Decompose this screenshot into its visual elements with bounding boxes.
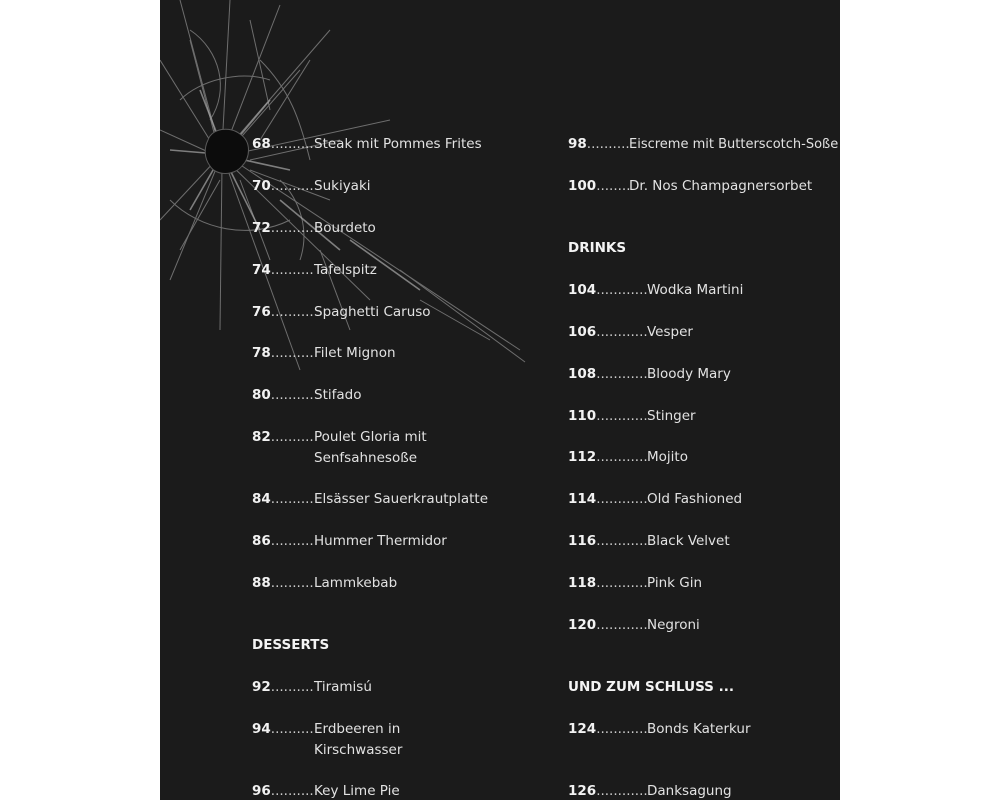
entry-title: Old Fashioned [647, 491, 743, 507]
entry-title: Key Lime Pie [314, 783, 400, 799]
entry-title: Danksagung [647, 783, 732, 799]
leader-dots: .......... [270, 575, 314, 591]
page-number: 86 [252, 533, 271, 549]
leader-dots: .......... [270, 491, 314, 507]
page-number: 94 [252, 721, 271, 737]
page-number: 70 [252, 178, 271, 194]
page-number: 118 [568, 575, 597, 591]
entry-title: Elsässer Sauerkrautplatte [314, 491, 489, 507]
shattered-glass-graphic [160, 0, 560, 400]
leader-dots: .......... [270, 533, 314, 549]
page-number: 112 [568, 449, 597, 465]
leader-dots: ............ [596, 408, 648, 424]
page-number: 104 [568, 282, 597, 298]
page-number: 110 [568, 408, 597, 424]
entry-title: Steak mit Pommes Frites [314, 136, 482, 152]
entry-title: Black Velvet [647, 533, 730, 549]
page-number: 114 [568, 491, 597, 507]
page-number: 80 [252, 387, 271, 403]
entry-title: Tafelspitz [314, 262, 377, 278]
entry-title: Stinger [647, 408, 696, 424]
entry-title-line2: Kirschwasser [314, 742, 403, 758]
page-number: 100 [568, 178, 597, 194]
leader-dots: .......... [270, 429, 314, 445]
entry-title-line2: Senfsahnesoße [314, 450, 418, 466]
entry-title: Wodka Martini [647, 282, 744, 298]
leader-dots: .......... [270, 304, 314, 320]
page-number: 84 [252, 491, 271, 507]
leader-dots: ........ [596, 178, 631, 194]
leader-dots: .......... [270, 721, 314, 737]
page-number: 108 [568, 366, 597, 382]
page-number: 126 [568, 783, 597, 799]
entry-title: Stifado [314, 387, 362, 403]
entry-title: Eiscreme mit Butterscotch-Soße [629, 137, 839, 152]
entry-title: Lammkebab [314, 575, 398, 591]
entry-title: Mojito [647, 449, 688, 465]
page-number: 78 [252, 345, 271, 361]
page-number: 96 [252, 783, 271, 799]
entry-title: Bonds Katerkur [647, 721, 751, 737]
entry-title: Negroni [647, 617, 700, 633]
leader-dots: .......... [586, 136, 630, 152]
page-number: 74 [252, 262, 271, 278]
page-number: 72 [252, 220, 271, 236]
section-heading-desserts: DESSERTS [252, 637, 330, 653]
entry-title: Erdbeeren in [314, 721, 401, 737]
leader-dots: ............ [596, 324, 648, 340]
entry-title: Poulet Gloria mit [314, 429, 427, 445]
leader-dots: ............ [596, 575, 648, 591]
leader-dots: .......... [270, 679, 314, 695]
page-number: 82 [252, 429, 271, 445]
leader-dots: .......... [270, 387, 314, 403]
entry-title: Pink Gin [647, 575, 703, 591]
section-heading-drinks: DRINKS [568, 240, 627, 256]
entry-title: Vesper [647, 324, 693, 340]
page-number: 116 [568, 533, 597, 549]
section-heading-und-zum-schluss: UND ZUM SCHLUSS ... [568, 679, 734, 695]
leader-dots: ............ [596, 617, 648, 633]
page-number: 76 [252, 304, 271, 320]
leader-dots: .......... [270, 178, 314, 194]
leader-dots: ............ [596, 449, 648, 465]
page-number: 106 [568, 324, 597, 340]
leader-dots: ............ [596, 721, 648, 737]
entry-title: Bloody Mary [647, 366, 731, 382]
entry-title: Dr. Nos Champagnersorbet [629, 178, 813, 194]
page-number: 98 [568, 136, 587, 152]
page-number: 92 [252, 679, 271, 695]
page-number: 120 [568, 617, 597, 633]
page-number: 68 [252, 136, 271, 152]
leader-dots: .......... [270, 262, 314, 278]
leader-dots: ............ [596, 783, 648, 799]
toc-page [160, 0, 840, 800]
leader-dots: ............ [596, 366, 648, 382]
entry-title: Bourdeto [314, 220, 376, 236]
page-number: 124 [568, 721, 597, 737]
entry-title: Filet Mignon [314, 345, 396, 361]
leader-dots: .......... [270, 136, 314, 152]
leader-dots: .......... [270, 220, 314, 236]
entry-title: Tiramisú [314, 679, 372, 695]
page-number: 88 [252, 575, 271, 591]
leader-dots: ............ [596, 491, 648, 507]
entry-title: Sukiyaki [314, 178, 371, 194]
entry-title: Spaghetti Caruso [314, 304, 431, 320]
leader-dots: .......... [270, 345, 314, 361]
leader-dots: ............ [596, 533, 648, 549]
leader-dots: .......... [270, 783, 314, 799]
leader-dots: ............ [596, 282, 648, 298]
entry-title: Hummer Thermidor [314, 533, 447, 549]
